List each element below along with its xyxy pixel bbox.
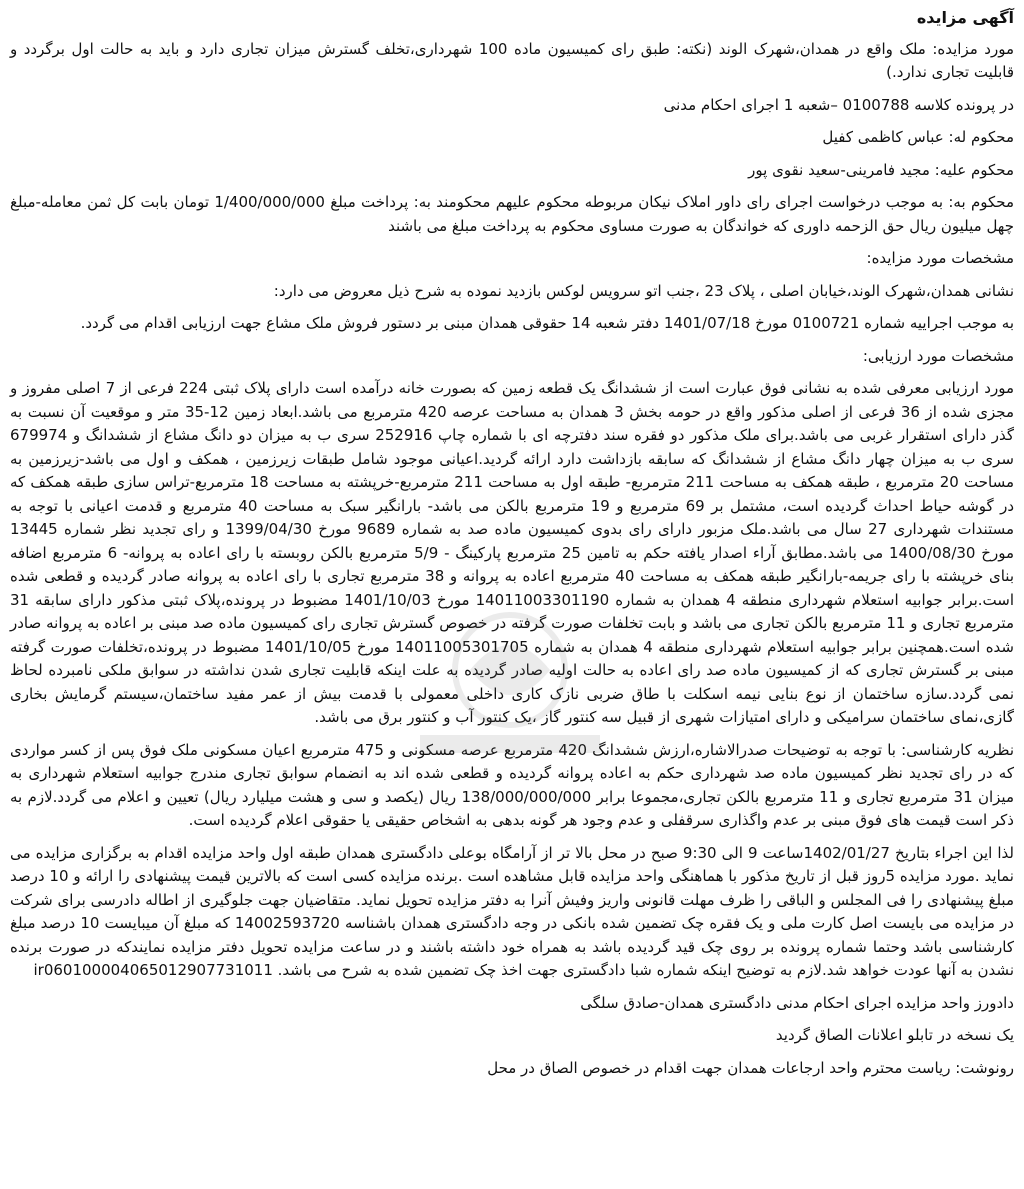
auction-specs-heading: مشخصات مورد مزایده: — [866, 249, 1014, 267]
copy-recipient: رونوشت: ریاست محترم واحد ارجاعات همدان جهت اقدام در خصوص الصاق در محل — [487, 1058, 1014, 1077]
appraisal-description: مورد ارزیابی معرفی شده به نشانی فوق عبارت است از ششدانگ یک قطعه زمین که بصورت خانه درآمده است دارای پلاک ثبتی 224 فرعی از 7 اصلی مفروز و مجزی شده از 36 فرعی از اصلی مذکور واقع در حومه بخش 3 همدان به مساحت عرصه 420 مترمربع می باشد.ابعاد زمین 12-35 متر و موقعیت آن نسبت به گذر دارای استقرار غربی می باشد.برای ملک مذکور دو فقره سند دفترچه ای با شماره چاپ 252916 سری ب به میزان دو دانگ مشاع از ششدانگ و 679974 سری ب به میزان چهار دانگ مشاع از ششدانگ که سابقه بازداشت دارد ارائه گردید.اعیانی موجود شامل طبقات زیرزمین ، همکف و اول می باشد-زیرزمین به مساحت 20 مترمربع ، طبقه همکف به مساحت 211 مترمربع- طبقه اول به مساحت 211 مترمربع-خرپشته به مساحت 18 مترمربع-تراس سازی طبقه همکف که در گوشه حیاط احداث گردیده است، مشتمل بر 69 مترمربع و 19 مترمربع بالکن می باشد- بارانگیر سبک به مساحت 40 مترمربع و قدمت اعیانی با توجه به مستندات شهرداری 27 سال می باشد.ملک مزبور دارای رای بدوی کمیسیون ماده صد به شماره 9689 مورخ 1399/04/30 و رای تجدید نظر شماره 13445 مورخ 1400/08/30 می باشد.مطابق آراء اصدار یافته حکم به تامین 25 مترمربع پارکینگ - 5/9 مترمربع بالکن روبسته با رای اعاده به پروانه- 6 مترمربع اضافه بنای خرپشته با رای جریمه-بارانگیر طبقه همکف به مساحت 40 مترمربع اعاده به پروانه و 38 مترمربع تجاری با رای اعاده به پروانه صادر گردیده و قطعی شده است.برابر جوابیه استعلام شهرداری منطقه 4 همدان به شماره 14011003301190 مورخ 1401/10/03 مضبوط در پرونده،پلاک ثبتی مذکور دارای سابقه 31 مترمربع تجاری و 11 مترمربع بالکن تجاری می باشد و بابت تخلفات صورت گرفته در خصوص گسترش تجاری رای کمیسیون ماده صد مبنی بر اعاده به پروانه صادر شده است.همچنین برابر جوابیه استعلام شهرداری منطقه 4 همدان به شماره 14011005301705 مورخ 1401/10/05 مضبوط در پرونده،تخلفات صورت گرفته مبنی بر گسترش تجاری که از کمیسیون ماده صد رای اعاده به حالت اولیه صادر گردیده به علت اینکه قابلیت تجاری شدن نداشته در سوابق ملکی نامبرده لحاظ نمی گردد.سازه ساختمان از نوع بنایی نیمه اسکلت با طاق ضربی نازک کاری داخلی معمولی با قدمت بیش از عمر مفید ساختمان،سیستم گرمایش بخاری گازی،نمای ساختمان سرامیکی و دارای امتیازات شهری از قبیل سه کنتور گاز ،یک کنتور آب و کنتور برق می باشد. — [10, 379, 1015, 726]
signatory: دادورز واحد مزایده اجرای احکام مدنی دادگستری همدان-صادق سلگی — [580, 993, 1014, 1012]
auction-subject: مورد مزایده: ملک واقع در همدان،شهرک الوند (نکته: طبق رای کمیسیون ماده 100 شهرداری،تخلف گسترش میزان تجاری دارد و باید به حالت اول برگردد و قابلیت تجاری ندارد.) — [10, 39, 1014, 81]
posting-note: یک نسخه در تابلو اعلانات الصاق گردید — [775, 1026, 1014, 1044]
plaintiff: محکوم له: عباس کاظمی کفیل — [822, 128, 1014, 146]
case-number: در پرونده کلاسه 0100788 –شعبه 1 اجرای احکام مدنی — [663, 95, 1014, 114]
execution-order: به موجب اجراییه شماره 0100721 مورخ 1401/07/18 دفتر شعبه 14 حقوقی همدان مبنی بر دستور فروش ملک مشاع جهت ارزیابی اقدام می گردد. — [80, 314, 1014, 332]
appraisal-specs-heading: مشخصات مورد ارزیابی: — [862, 346, 1014, 365]
defendants: محکوم علیه: مجید فامرینی-سعید نقوی پور — [748, 160, 1014, 179]
judgment: محکوم به: به موجب درخواست اجرای رای داور املاک نیکان مربوطه محکوم علیهم محکومند به: پرداخت مبلغ 1/400/000/000 تومان بابت کل ثمن معامله-مبلغ چهل میلیون ریال حق الزحمه داوری که خواندگان به صورت مساوی محکوم به پرداخت مبلغ می باشند — [10, 193, 1014, 235]
property-address: نشانی همدان،شهرک الوند،خیابان اصلی ، پلاک 23 ،جنب اتو سرویس لوکس بازدید نموده به شرح ذیل معروض می دارد: — [273, 281, 1014, 300]
auction-conditions: لذا این اجراء بتاریخ 1402/01/27ساعت 9 الی 9:30 صبح در محل بالا تر از آرامگاه بوعلی دادگستری همدان طبقه اول واحد مزایده اقدام به برگزاری مزایده می نماید .مورد مزایده 5روز قبل از تاریخ مذکور با هماهنگی واحد مزایده قابل مشاهده است .برنده مزایده کسی است که بالاترین قیمت پیشنهادی را ارائه و 10 درصد مبلغ پیشنهادی را فی المجلس و الباقی را ظرف مهلت قانونی واریز وفیش آنرا به دفتر مزایده تحویل نماید. متقاضیان جهت جلوگیری از اطاله دادرسی برای شرکت در مزایده می بایست اصل کارت ملی و یک فقره چک تضمین شده بانکی در وجه دادگستری همدان باشناسه 14002593720 که مبلغ آن میبایست 10 درصد مبلغ کارشناسی باشد وحتما شماره پرونده بر روی چک قید گردیده باشد به همراه خود داشته باشند و در ساعت مزایده تحویل دفتر مزایده نمایندکه در صورت برنده نشدن به آنها عودت خواهد شد.لازم به توضیح اینکه شماره شبا دادگستری جهت اخذ چک تضمین شده به شرح می باشد. ir060100004065012907731011 — [10, 843, 1014, 979]
notice-title: آگهی مزایده — [916, 8, 1014, 27]
expert-opinion: نظریه کارشناسی: با توجه به توضیحات صدرالاشاره،ارزش ششدانگ 420 مترمربع عرصه مسکونی و 475 مترمربع اعیان مسکونی ملک فوق پس از کسر مواردی که در رای تجدید نظر کمیسیون ماده صد شهرداری حکم به اعاده پروانه گردیده و قطعی شده اند به انضمام سوابق تجاری مندرج جوابیه استعلام شهرداری به میزان 31 مترمربع تجاری و 11 مترمربع بالکن تجاری،مجموعا برابر 138/000/000/000 ریال (یکصد و سی و هشت میلیارد ریال) تعیین و اعلام می گردد.لازم به ذکر است قیمت های فوق مبنی بر عدم واگذاری سرقفلی و عدم وجود هر گونه بدهی به اشخاص حقیقی یا حقوقی اعلام گردیده است. — [10, 740, 1015, 829]
